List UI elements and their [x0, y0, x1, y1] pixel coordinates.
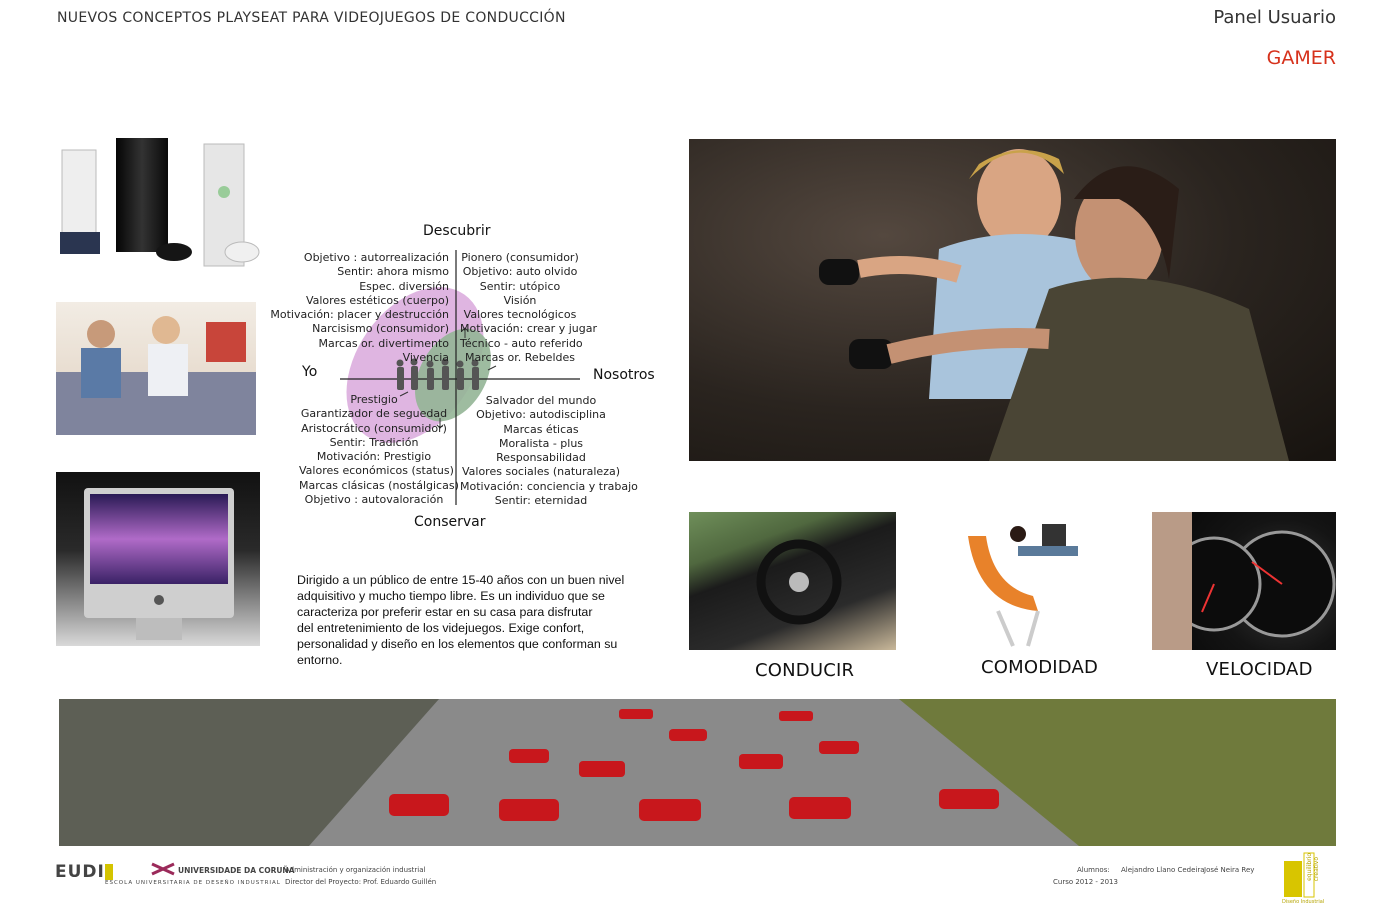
student-1: Alejandro Llano Cedeira	[1121, 866, 1205, 874]
eudi-logo-bar	[105, 864, 113, 880]
director-name: Prof. Eduardo Guillén	[363, 878, 437, 886]
quadrant-top-right: Pionero (consumidor) Objetivo: auto olvido Sentir: utópico Visión Valores tecnológicos Motivación: crear y jugar Técnico - auto referido Marcas or. Rebeldes	[460, 251, 597, 365]
axis-left-label: Yo	[302, 364, 318, 380]
quadrant-bottom-left: Prestigio Garantizador de seguedad Aristocrático (consumidor) Sentir: Tradición Motivación: Prestigio Valores económicos (status) Marcas clásicas (nostálgicas) Objetivo : autovaloración	[299, 393, 459, 507]
consoles-photo	[56, 132, 261, 272]
page-title: NUEVOS CONCEPTOS PLAYSEAT PARA VIDEOJUEGOS DE CONDUCCIÓN	[57, 10, 566, 26]
axis-bottom-label: Conservar	[414, 514, 486, 530]
university-name: UNIVERSIDADE DA CORUÑA	[178, 866, 295, 875]
friends-gaming-photo	[56, 302, 256, 435]
eudi-subtitle: ESCOLA UNIVERSITARIA DE DESEÑO INDUSTRIAL	[105, 880, 281, 886]
student-2: José Neira Rey	[1204, 866, 1255, 874]
quadrant-bottom-right: Salvador del mundo Objetivo: autodisciplina Marcas éticas Moralista - plus Responsabilidad Valores sociales (naturaleza) Motivación: conciencia y trabajo Sentir: eternidad	[460, 394, 638, 508]
axis-right-label: Nosotros	[593, 367, 655, 383]
equilibrio-creativo-logo: equilibrio creativo Diseño Industrial	[1282, 853, 1325, 905]
director-label: Director del Proyecto:	[285, 878, 362, 886]
values-diagram	[270, 220, 670, 540]
caption-velocidad: VELOCIDAD	[1206, 659, 1313, 680]
lounge-chair-photo	[958, 516, 1094, 651]
quadrant-top-left: Objetivo : autorrealización Sentir: ahora mismo Espec. diversión Valores estéticos (cuerpo) Motivación: placer y destrucción Narcisismo (consumidor) Marcas or. divertimento Vivencia	[270, 251, 449, 365]
gamers-photo	[689, 139, 1336, 461]
course-name: Administración y organización industrial	[285, 866, 426, 874]
eudi-logo: EUDI	[55, 862, 105, 882]
car-interior-photo	[689, 512, 896, 650]
students-label: Alumnos:	[1077, 866, 1110, 874]
race-grid-photo	[59, 699, 1336, 846]
speedometer-photo	[1152, 512, 1336, 650]
target-user-description: Dirigido a un público de entre 15-40 años con un buen nivel adquisitivo y mucho tiempo libre. Es un individuo que se caracteriza por preferir estar en su casa para disfrutar del entretenimiento de los videjuegos. Exige confort, personalidad y diseño en los elementos que conforman su entorno.	[297, 573, 625, 667]
imac-photo	[56, 472, 260, 646]
profile-label: GAMER	[1266, 47, 1336, 69]
axis-top-label: Descubrir	[423, 223, 491, 239]
panel-label: Panel Usuario	[1213, 7, 1336, 28]
caption-conducir: CONDUCIR	[755, 660, 855, 681]
caption-comodidad: COMODIDAD	[981, 657, 1099, 678]
academic-year: Curso 2012 - 2013	[1053, 878, 1118, 886]
udc-logo-icon	[150, 862, 176, 876]
